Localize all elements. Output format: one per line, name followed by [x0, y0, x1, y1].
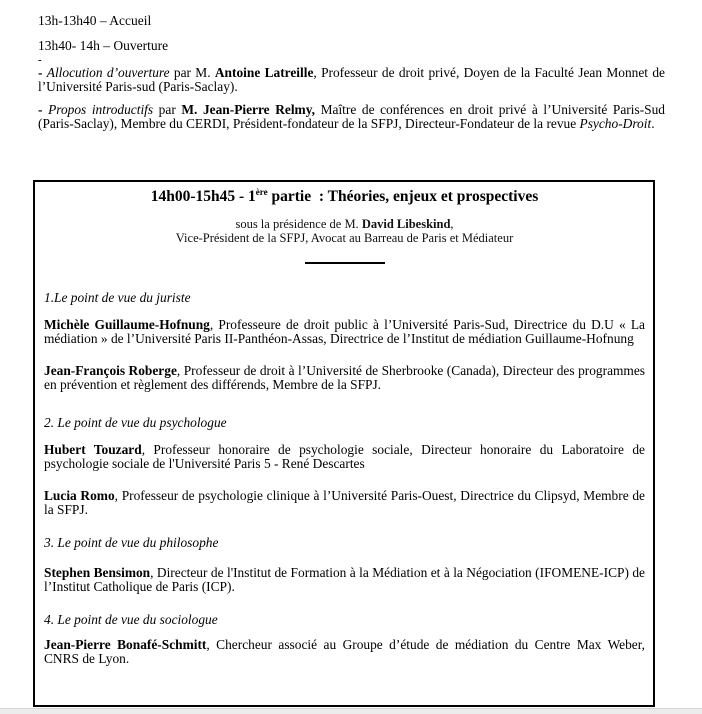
paragraph-allocution-ouverture: - Allocution d’ouverture par M. Antoine Latreille, Professeur de droit privé, Doyen de la Faculté Jean Monnet de l’Université Paris-sud (Paris-Saclay).: [38, 65, 665, 94]
speaker-jean-francois-roberge: Jean-François Roberge, Professeur de droit à l’Université de Sherbrooke (Canada), Directeur des programmes en prévention et règlement des différends, Membre de la SFPJ.: [44, 363, 646, 392]
speaker-hubert-touzard: Hubert Touzard, Professeur honoraire de psychologie sociale, Directeur honoraire du Laboratoire de psychologie sociale de l'Université Paris 5 - René Descartes: [44, 442, 645, 471]
stray-dash: -: [38, 54, 42, 66]
speaker-lucia-romo: Lucia Romo, Professeur de psychologie clinique à l’Université Paris-Ouest, Directrice du Clipsyd, Membre de la SFPJ.: [44, 488, 645, 517]
session-chair-block: [44, 217, 645, 245]
section-heading-philosophe: 3. Le point de vue du philosophe: [44, 535, 219, 550]
speaker-michele-guillaume-hofnung: Michèle Guillaume-Hofnung, Professeure de droit public à l’Université Paris-Sud, Directrice du D.U « La médiation » de l’Université Paris II-Panthéon-Assas, Directrice de l’Institut de médiation Guillaume-Hofnung: [44, 317, 645, 346]
session-box: [33, 180, 655, 707]
paragraph-propos-introductifs: - Propos introductifs par M. Jean-Pierre Relmy, Maître de conférences en droit privé à l’Université Paris-Sud (Paris-Saclay), Membre du CERDI, Président-fondateur de la SFPJ, Directeur-Fondateur de la revue Psycho-Droit.: [38, 102, 665, 131]
section-heading-juriste: 1.Le point de vue du juriste: [44, 290, 191, 305]
speaker-stephen-bensimon: Stephen Bensimon, Directeur de l'Institut de Formation à la Médiation et à la Négociation (IFOMENE-ICP) de l’Institut Catholique de Paris (ICP).: [44, 565, 645, 594]
session-title-prefix: 14h00-15h45 - 1: [150, 188, 256, 205]
schedule-line-ouverture: 13h40- 14h – Ouverture: [38, 38, 169, 53]
chair-line-presidence: sous la présidence de M. David Libeskind,: [235, 217, 454, 231]
section-heading-psychologue: 2. Le point de vue du psychologue: [44, 415, 227, 430]
separator-rule: [305, 262, 385, 264]
section-heading-sociologue: 4. Le point de vue du sociologue: [44, 612, 218, 627]
page-bottom-edge: [0, 708, 702, 714]
speaker-jean-pierre-bonafe-schmitt: Jean-Pierre Bonafé-Schmitt, Chercheur associé au Groupe d’étude de médiation du Centre Max Weber, CNRS de Lyon.: [44, 637, 645, 666]
session-title-suffix: partie : Théories, enjeux et prospectives: [267, 188, 539, 205]
schedule-line-accueil: 13h-13h40 – Accueil: [38, 13, 152, 28]
intro-section: [38, 0, 665, 131]
chair-line-role: Vice-Président de la SFPJ, Avocat au Barreau de Paris et Médiateur: [175, 231, 514, 245]
session-title-ordinal-superscript: ère: [255, 186, 268, 197]
session-title: [44, 187, 645, 206]
